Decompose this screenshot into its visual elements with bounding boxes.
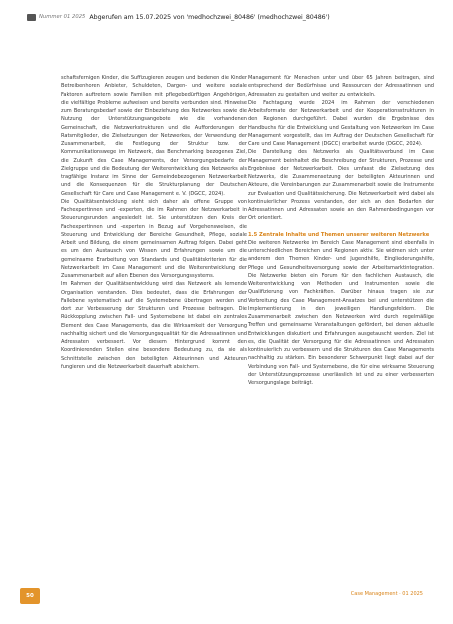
journal-name: Nummer 01 2025 <box>39 14 86 20</box>
journal-issue: Case Management · 01 2025 <box>350 591 423 597</box>
download-note: Abgerufen am 15.07.2025 von 'medhochzwei_80486' (medhochzwei_80486') <box>89 13 330 21</box>
page-number-badge <box>20 588 40 604</box>
paragraph: Die Fachtagung wurde 2024 im Rahmen der verschiedenen Arbeitsformate der Netzwerkarbeit und der Kooperationsstrukturen in den Regionen durchgeführt. Dabei wurden die Ergebnisse des Handbuchs für die Entwicklung und Gestaltung von Netzwerken im Case Management vorgestellt, das im Auftrag der Deutschen Gesellschaft für Care und Case Management (DGCC) erarbeitet wurde (DGCC, 2024). <box>248 99 434 147</box>
page-header <box>27 11 437 23</box>
paragraph: Im Rahmen der Qualitätsentwicklung wird das Netzwerk als lernende Organisation verstanden. Dies bedeutet, dass die Erfahrungen der Fallebene systematisch auf die Systemebene übertragen werden und dort zur Verbesserung der Strukturen und Prozesse beitragen. Die Rückkopplung zwischen Fall- und Systemebene ist dabei ein zentrales Element des Case Managements, das die Wirksamkeit der Versorgung nachhaltig sichert und die Versorgungsqualität für die Adressatinnen und Adressaten verbessert. Vor diesem Hintergrund kommt den Koordinierenden Stellen eine besondere Bedeutung zu, da sie als Schnittstelle zwischen den beteiligten Akteurinnen und Akteuren fungieren und die Netzwerkarbeit dauerhaft absichern. <box>61 281 247 370</box>
left-column <box>61 74 247 371</box>
section-heading: 1.5 Zentrale Inhalte und Themen unserer weiteren Netzwerke <box>248 231 430 238</box>
paragraph: schaftsfernigen Kinder, die Suffizugieren zeugen und bedenen die Kinder Betreibenhoren Anbieter, Schuldeten, Dargen- und weitere soziale Faktoren auftretern sowie Familien mit pflegebedürftigen Angehörigen, die vielfältige Probleme aufweisen und bereits verbunden sind. Hinweise zum Beratungsbedarf sowie der Einbeziehung des Netzwerkes sowie die Nutzung der Unterstützungsangebote wie die vorhandenen Gemeinschaft, die Netzwerkstrukturen und die Aufforderungen der Ratsmitglieder, die Zielsetzungen der Netzwerkes, der Verwendung der Zusammenarbeit, die Festlegung der Struktur bzw. der Kommunikationswege im Netzwerk, das Benchmarking bezogenes Ziel, die Zukunft des Case Managements, der Versorgungsbedarfe der Zielgruppe und die Bedeutung der Weiterentwicklung des Netzwerks als tragfähige Instanz im Sinne der Gemeindebezogenen Netzwerkarbeit und die Konsequenzen für die Strukturplanung der Deutschen Gesellschaft für Care und Case Management e. V. (DGCC, 2024). <box>61 75 247 197</box>
journal-logo-icon <box>27 14 36 21</box>
paragraph: Die Darstellung des Netzwerks als Qualitätsverbund im Case Management beinhaltet die Beschreibung der Strukturen, Prozesse und Ergebnisse der Netzwerkarbeit. Dies umfasst die Zielsetzung des Netzwerks, die Zusammensetzung der beteiligten Akteurinnen und Akteure, die Vereinbarungen zur Zusammenarbeit sowie die Instrumente zur Evaluation und Qualitätssicherung. Die Netzwerkarbeit wird dabei als kontinuierlicher Prozess verstanden, der sich an den Bedarfen der Adressatinnen und Adressaten sowie an den Rahmenbedingungen vor Ort orientiert. <box>248 149 434 222</box>
paragraph: Die Qualitätsentwicklung sieht sich daher als offene Gruppe von Fachexpertinnen und -experten, die im Rahmen der Netzwerkarbeit in Steuerungsrunden angesiedelt ist. Sie unterstützen den Kreis der Fachexpertinnen und -experten in Bezug auf Vorgehensweisen, die Steuerung und Entwicklung der Bereiche Gesundheit, Pflege, soziale Arbeit und Bildung, die einem gemeinsamen Auftrag folgen. Dabei geht es um den Austausch von Wissen und Erfahrungen sowie um die gemeinsame Erarbeitung von Standards und Qualitätskriterien für die Netzwerkarbeit im Case Management und die Weiterentwicklung der Zusammenarbeit auf allen Ebenen des Versorgungssystems. <box>61 198 247 279</box>
page-number: 50 <box>26 593 34 599</box>
right-column <box>248 74 434 387</box>
paragraph: Die weiteren Netzwerke im Bereich Case Management sind ebenfalls in unterschiedlichen Bereichen und Regionen aktiv. Sie widmen sich unter anderem den Themen Kinder- und Jugendhilfe, Eingliederungshilfe, Pflege und Gesundheitsversorgung sowie der Arbeitsmarktintegration. Die Netzwerke bieten ein Forum für den fachlichen Austausch, die Weiterentwicklung von Methoden und Instrumenten sowie die Qualifizierung von Fachkräften. Darüber hinaus tragen sie zur Verbreitung des Case Management-Ansatzes bei und unterstützen die Implementierung in den jeweiligen Handlungsfeldern. Die Zusammenarbeit zwischen den Netzwerken wird durch regelmäßige Treffen und gemeinsame Veranstaltungen gefördert, bei denen aktuelle Entwicklungen diskutiert und Erfahrungen ausgetauscht werden. Ziel ist es, die Qualität der Versorgung für die Adressatinnen und Adressaten kontinuierlich zu verbessern und die Strukturen des Case Managements nachhaltig zu stärken. Ein besonderer Schwerpunkt liegt dabei auf der Verbindung von Fall- und Systemebene, die für eine wirksame Steuerung der Unterstützungsprozesse unerlässlich ist und zu einer verbesserten Versorgungslage beiträgt. <box>248 239 434 386</box>
paragraph: Management für Menschen unter und über 65 Jahren beitragen, sind entsprechend der Bedürfnisse und Ressourcen der Adressatinnen und Adressaten zu gestalten und weiter zu entwickeln. <box>248 75 434 98</box>
